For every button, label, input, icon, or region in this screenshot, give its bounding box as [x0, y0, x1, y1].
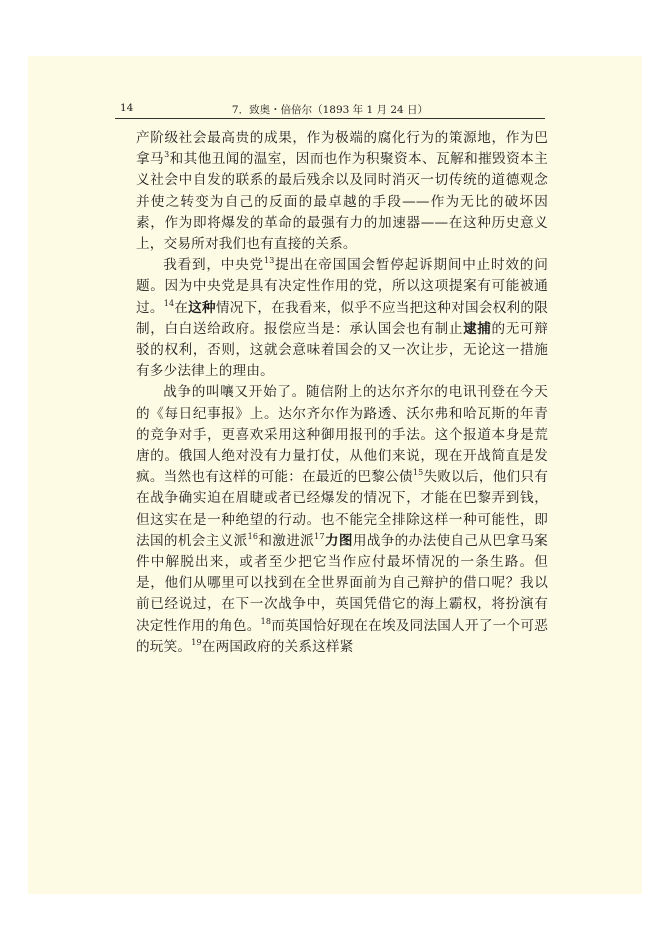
emphasis-text: 力图	[324, 532, 353, 549]
footnote-marker: 15	[412, 468, 424, 478]
text-run: 在	[174, 299, 189, 316]
text-run: 用战争的办法使自己从巴拿马案件中解脱出来，或者至少把它当作应付最坏情况的一条生路。但是，他们从哪里可以找到在全世界面前为自己辩护的借口呢？我以前已经说过，在下一次战争中，英国凭借它的海上霸权，将扮演有决定性作用的角色。	[136, 532, 548, 634]
body-text	[136, 128, 548, 658]
footnote-marker: 3	[164, 150, 170, 160]
paragraph	[136, 128, 548, 255]
text-run: 情况下，在我看来，似乎不应当把这种对国会权利的限制，白白送给政府。报偿应当是：承认国会也有制止	[136, 299, 548, 337]
text-run: 战争的叫嚷又开始了。随信附上的达尔齐尔的电讯刊登在今天的《每日纪事报》上。达尔齐尔作为路透、沃尔弗和哈瓦斯的年青的竞争对手，更喜欢采用这种御用报刊的手法。这个报道本身是荒唐的。俄国人绝对没有力量打仗，从他们来说，现在开战简直是发疯。当然也有这样的可能：在最近的巴黎公债	[136, 384, 548, 486]
text-run: 和激进派	[258, 532, 315, 549]
footnote-marker: 17	[314, 531, 325, 541]
footnote-marker: 19	[191, 637, 202, 647]
footnote-marker: 16	[247, 531, 259, 541]
footnote-marker: 14	[163, 298, 175, 308]
text-run: 的无可辩驳的权利，否则，这就会意味着国会的又一次让步，无论这一措施有多少法律上的理由。	[136, 320, 548, 380]
text-run: 而英国恰好现在在埃及同法国人开了一个可恶的玩笑。	[136, 617, 548, 655]
paragraph	[136, 255, 548, 382]
text-run: 产阶级社会最高贵的成果，作为极端的腐化行为的策源地，作为巴拿马	[136, 130, 548, 168]
text-run: 在两国政府的关系这样紧	[201, 638, 354, 655]
text-run: 失败以后，他们只有在战争确实迫在眉睫或者已经爆发的情况下，才能在巴黎弄到钱，但这实在是一种绝望的行动。也不能完全排除这样一种可能性，即法国的机会主义派	[136, 469, 548, 549]
emphasis-text: 这种	[188, 299, 216, 316]
footnote-marker: 13	[263, 256, 275, 266]
text-run: 我看到，中央党	[163, 257, 264, 274]
text-run: 提出在帝国国会暂停起诉期间中止时效的问题。因为中央党是具有决定性作用的党，所以这项提案有可能被通过。	[136, 257, 548, 316]
emphasis-text: 逮捕	[463, 320, 492, 337]
running-title: 7．致奥・倍倍尔（1893 年 1 月 24 日）	[231, 104, 429, 116]
footnote-marker: 18	[260, 616, 272, 626]
running-header	[115, 100, 545, 119]
text-run: 和其他丑闻的温室，因而也作为积聚资本、瓦解和摧毁资本主义社会中自发的联系的最后残余以及同时消灭一切传统的道德观念并使之转变为自己的反面的最卓越的手段——作为无比的破坏因素，作为即将爆发的革命的最强有力的加速器——在这种历史意义上，交易所对我们也有直接的关系。	[136, 151, 549, 253]
page-number: 14	[120, 102, 134, 114]
paragraph	[136, 382, 548, 658]
